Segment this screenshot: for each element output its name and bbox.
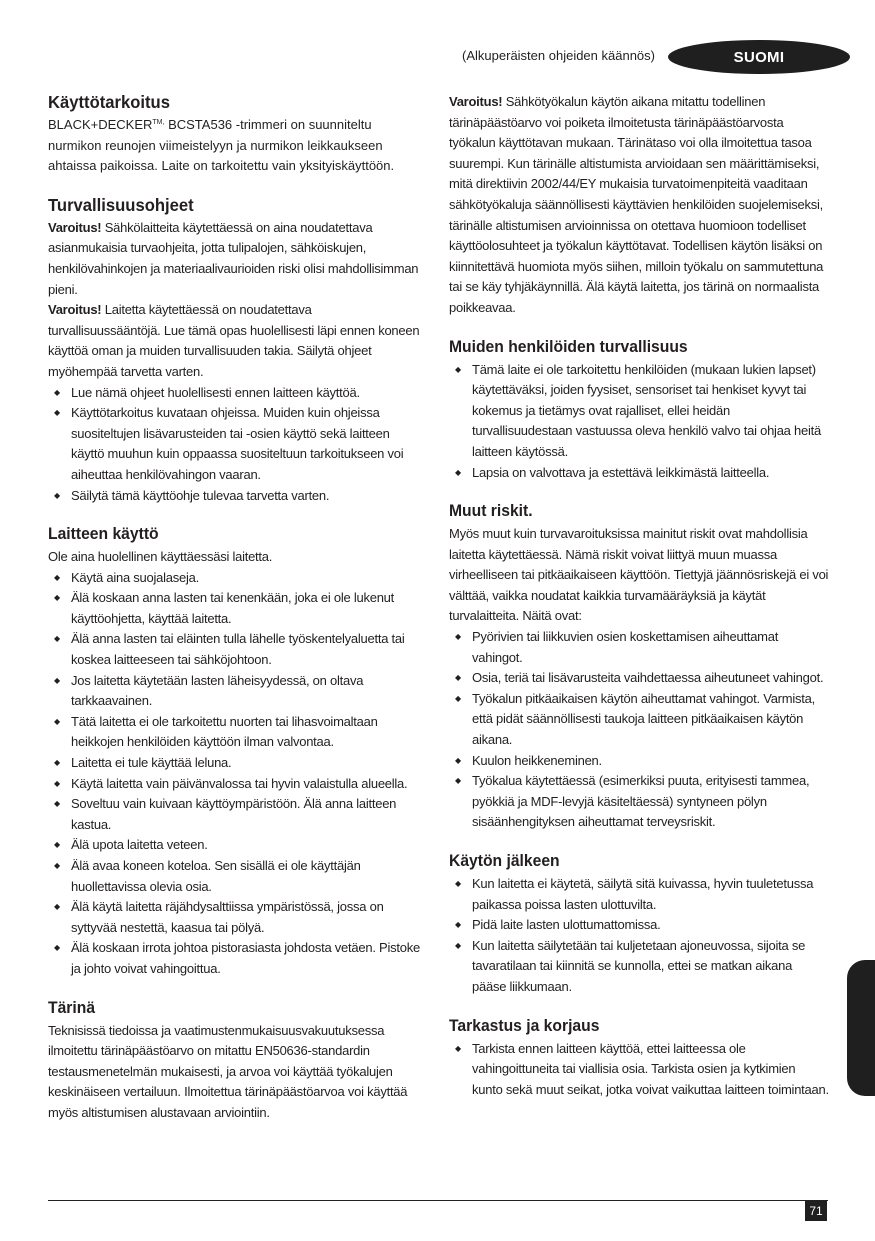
warning-text: Sähkötyökalun käytön aikana mitattu todellinen tärinäpäästöarvo voi poiketa ilmoitetusta tärinäpäästöarvosta työkalun käyttötavan mukaan. Tärinätaso voi olla ilmoitettua tasoa suurempi. Kun tärinälle altistumista arvioidaan sen määrittämiseksi, mitä direktiivin 2002/44/EY mukaisia turvatoimenpiteitä vaaditaan sähkötyökaluja säännöllisesti käyttävien henkilöiden suojelemiseksi, tärinälle altistumisen arvioinnissa on otettava huomioon todelliset käyttöolosuhteet ja työkalun käyttötavat. Todellisen käytön lisäksi on kiinnitettävä huomiota myös siihen, milloin työkalu on sammutettuna tai se käy tyhjäkäynnillä. Älä käytä laitetta, jos tärinä on normaalista poikkeavaa. bbox=[449, 94, 824, 315]
intended-use-text: BCSTA536 -trimmeri on suunniteltu nurmikon reunojen viimeistelyyn ja nurmikon leikkaukseen ahtaissa paikoissa. Laite on tarkoitettu vain yksityiskäyttöön. bbox=[48, 117, 395, 174]
warning-text: Sähkölaitteita käytettäessä on aina noudatettava asianmukaisia turvaohjeita, jotta tulipalojen, sähköiskujen, henkilövahinkojen ja materiaalivaurioiden riski olisi mahdollisimman pieni. bbox=[48, 219, 419, 297]
warning-label: Varoitus! bbox=[48, 219, 102, 235]
diamond-bullet-icon: ◆ bbox=[455, 755, 461, 765]
section-title: Laitteen käyttö bbox=[48, 525, 159, 544]
diamond-bullet-icon: ◆ bbox=[54, 902, 60, 912]
list-item: ◆ Käytä aina suojalaseja. bbox=[48, 568, 426, 589]
list-item: ◆ Osia, teriä tai lisävarusteita vaihdettaessa aiheutuneet vahingot. bbox=[449, 668, 829, 689]
list-item: ◆ Laitetta ei tule käyttää leluna. bbox=[48, 753, 426, 774]
list-item: ◆ Pyörivien tai liikkuvien osien koskettamisen aiheuttamat vahingot. bbox=[455, 629, 779, 665]
bullet-list bbox=[449, 627, 829, 833]
side-thumb-tab bbox=[847, 960, 875, 1096]
list-item: ◆ Työkalua käytettäessä (esimerkiksi puuta, erityisesti tammea, pyökkiä ja MDF-levyjä käsiteltäessä) syntyneen pölyn sisäänhengityksen aiheuttamat terveysriskit. bbox=[455, 773, 810, 830]
diamond-bullet-icon: ◆ bbox=[54, 716, 60, 726]
section-tarkastus-korjaus bbox=[449, 1016, 829, 1101]
section-muiden-turvallisuus bbox=[449, 337, 829, 484]
section-laitteen-kaytto bbox=[48, 524, 426, 979]
warning-label: Varoitus! bbox=[48, 302, 102, 318]
trademark: TM, bbox=[152, 119, 165, 126]
list-item: ◆ Kun laitetta säilytetään tai kuljetetaan ajoneuvossa, sijoita se tavaratilaan tai kiinnitä se kunnolla, ettei se matkan aikana pääse liikkumaan. bbox=[455, 937, 806, 994]
section-intro: Ole aina huolellinen käyttäessäsi laitetta. bbox=[48, 549, 273, 565]
footer-divider bbox=[48, 1200, 828, 1201]
section-text: Teknisissä tiedoissa ja vaatimustenmukaisuusvakuutuksessa ilmoitettu tärinäpäästöarvo on mitattu EN50636-standardin testausmenetelmän mukaisesti, ja arvoa voi käyttää työkalujen keskinäiseen vertailuun. Ilmoitettua tärinäpäästöarvoa voi käyttää myös altistumisen alustavaan arviointiin. bbox=[48, 1022, 408, 1120]
list-item: ◆ Kuulon heikkeneminen. bbox=[449, 751, 829, 772]
diamond-bullet-icon: ◆ bbox=[54, 408, 60, 418]
diamond-bullet-icon: ◆ bbox=[455, 879, 461, 888]
diamond-bullet-icon: ◆ bbox=[54, 840, 60, 850]
list-item: ◆ Käyttötarkoitus kuvataan ohjeissa. Muiden kuin ohjeissa suositeltujen lisävarusteiden tai -osien käyttö sekä laitteen käyttö muuhun kuin oppaassa suositeltuun tarkoitukseen voi aiheuttaa henkilövahingon vaaran. bbox=[54, 405, 404, 482]
diamond-bullet-icon: ◆ bbox=[455, 776, 461, 786]
list-item: ◆ Työkalun pitkäaikaisen käytön aiheuttamat vahingot. Varmista, että pidät säännöllisesti taukoja laitteen pitkäaikaisen käytön aikana. bbox=[455, 690, 815, 748]
left-column bbox=[48, 92, 426, 1142]
section-title: Tarkastus ja korjaus bbox=[449, 1016, 600, 1035]
list-item: ◆ Tätä laitetta ei ole tarkoitettu nuorten tai lihasvoimaltaan heikkojen henkilöiden käyttöön ilman valvontaa. bbox=[54, 713, 378, 750]
brand-name: BLACK+DECKER bbox=[48, 117, 153, 132]
diamond-bullet-icon: ◆ bbox=[54, 758, 60, 768]
warning-paragraph bbox=[449, 92, 829, 319]
list-item: ◆ Soveltuu vain kuivaan käyttöympäristöön. Älä anna laitteen kastua. bbox=[54, 796, 397, 832]
list-item: ◆ Kun laitetta ei käytetä, säilytä sitä kuivassa, hyvin tuuletetussa paikassa poissa lasten ulottuvilta. bbox=[455, 876, 814, 912]
bullet-list bbox=[48, 568, 426, 980]
list-item: ◆ Älä anna lasten tai eläinten tulla lähelle työskentelyaluetta tai koskea laitteeseen tai sähköjohtoon. bbox=[54, 631, 405, 668]
diamond-bullet-icon: ◆ bbox=[54, 490, 60, 500]
section-muut-riskit bbox=[449, 501, 829, 833]
section-text: Myös muut kuin turvavaroituksissa mainitut riskit ovat mahdollisia laitetta käytettäessä. Nämä riskit voivat liittyä muun muassa virheelliseen tai pitkäaikaiseen käyttöön. Tiettyjä jäännösriskejä ei voi välttää, vaikka noudatat kaikkia turvamääräyksiä ja käytät turvalaitteita. Näitä ovat: bbox=[449, 526, 829, 624]
section-title: Tärinä bbox=[48, 998, 96, 1017]
list-item: ◆ Säilytä tämä käyttöohje tulevaa tarvetta varten. bbox=[48, 486, 426, 507]
language-tab bbox=[668, 40, 850, 74]
header-translation-note: (Alkuperäisten ohjeiden käännös) bbox=[462, 48, 655, 63]
diamond-bullet-icon: ◆ bbox=[54, 799, 60, 809]
diamond-bullet-icon: ◆ bbox=[455, 920, 461, 930]
bullet-list bbox=[449, 874, 829, 998]
section-title: Käytön jälkeen bbox=[449, 852, 560, 870]
diamond-bullet-icon: ◆ bbox=[455, 693, 461, 703]
list-item: ◆ Käytä laitetta vain päivänvalossa tai hyvin valaistulla alueella. bbox=[48, 774, 426, 795]
section-title: Muut riskit. bbox=[449, 502, 533, 521]
warning-text: Laitetta käytettäessä on noudatettava turvallisuussääntöjä. Lue tämä opas huolellisesti läpi ennen koneen käyttöä oman ja muiden turvallisuuden takia. Säilytä ohjeet myöhempää tarvetta varten. bbox=[48, 302, 420, 379]
list-item: ◆ Jos laitetta käytetään lasten läheisyydessä, on oltava tarkkaavainen. bbox=[54, 672, 364, 709]
bullet-list bbox=[48, 383, 426, 507]
list-item: ◆ Älä koskaan anna lasten tai kenenkään, joka ei ole lukenut käyttöohjetta, käyttää laitetta. bbox=[54, 590, 395, 626]
list-item: ◆ Tarkista ennen laitteen käyttöä, ettei laitteessa ole vahingoittuneita tai viallisia osia. Tarkista osien ja kytkimien kunto sekä muut seikat, jotka voivat vaikuttaa laitteen toimintaan. bbox=[455, 1040, 829, 1097]
diamond-bullet-icon: ◆ bbox=[455, 467, 461, 477]
section-kayttotarkoitus bbox=[48, 92, 426, 177]
section-title: Turvallisuusohjeet bbox=[48, 194, 194, 215]
diamond-bullet-icon: ◆ bbox=[54, 593, 60, 603]
diamond-bullet-icon: ◆ bbox=[54, 861, 60, 870]
list-item: ◆ Älä koskaan irrota johtoa pistorasiasta johdosta vetäen. Pistoke ja johto voivat vahingoittua. bbox=[54, 940, 420, 976]
diamond-bullet-icon: ◆ bbox=[455, 673, 461, 683]
section-title: Muiden henkilöiden turvallisuus bbox=[449, 337, 688, 356]
warning-paragraph bbox=[48, 218, 426, 300]
list-item: ◆ Älä avaa koneen koteloa. Sen sisällä ei ole käyttäjän huollettavissa olevia osia. bbox=[54, 858, 361, 894]
list-item: ◆ Tämä laite ei ole tarkoitettu henkilöiden (mukaan lukien lapset) käytettäväksi, joiden fyysiset, sensoriset tai henkiset kyvyt tai kokemus ja tietämys ovat rajalliset, ellei heidän turvallisuudestaan vastuussa oleva henkilö valvo tai ohjaa heitä laitteen käytössä. bbox=[455, 361, 821, 459]
bullet-list bbox=[449, 1039, 829, 1101]
list-item: ◆ Lapsia on valvottava ja estettävä leikkimästä laitteella. bbox=[449, 463, 829, 484]
section-text bbox=[48, 115, 426, 177]
list-item: ◆ Lue nämä ohjeet huolellisesti ennen laitteen käyttöä. bbox=[48, 383, 426, 404]
section-kayton-jalkeen bbox=[449, 851, 829, 998]
diamond-bullet-icon: ◆ bbox=[54, 778, 60, 788]
diamond-bullet-icon: ◆ bbox=[54, 943, 60, 953]
diamond-bullet-icon: ◆ bbox=[455, 1043, 461, 1053]
diamond-bullet-icon: ◆ bbox=[455, 632, 461, 642]
language-label: SUOMI bbox=[733, 48, 785, 66]
section-tarina bbox=[48, 998, 426, 1124]
warning-label: Varoitus! bbox=[449, 94, 503, 109]
page-number: 71 bbox=[805, 1201, 827, 1221]
list-item: ◆ Pidä laite lasten ulottumattomissa. bbox=[449, 915, 829, 936]
warning-paragraph bbox=[48, 300, 426, 382]
diamond-bullet-icon: ◆ bbox=[54, 634, 60, 644]
section-title: Käyttötarkoitus bbox=[48, 92, 170, 112]
diamond-bullet-icon: ◆ bbox=[455, 940, 461, 950]
bullet-list bbox=[449, 360, 829, 484]
diamond-bullet-icon: ◆ bbox=[54, 675, 60, 685]
section-turvallisuusohjeet bbox=[48, 195, 426, 506]
section-vibration-warning bbox=[449, 92, 829, 319]
diamond-bullet-icon: ◆ bbox=[54, 572, 60, 582]
right-column bbox=[449, 92, 829, 1118]
diamond-bullet-icon: ◆ bbox=[455, 364, 461, 374]
list-item: ◆ Älä upota laitetta veteen. bbox=[48, 835, 426, 856]
list-item: ◆ Älä käytä laitetta räjähdysalttiissa ympäristössä, jossa on syttyvää nestettä, kaasua tai pölyä. bbox=[54, 899, 384, 935]
diamond-bullet-icon: ◆ bbox=[54, 387, 60, 397]
